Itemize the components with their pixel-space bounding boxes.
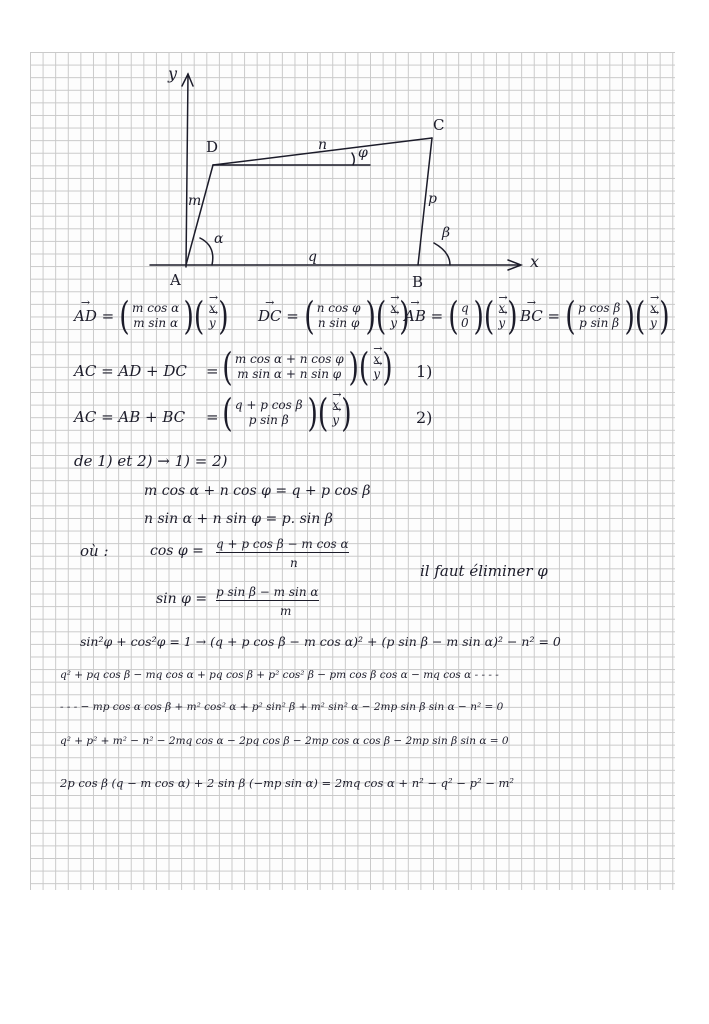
vector-bc: → BC = ( p cos β p sin β )( → x → y ) xyxy=(520,297,672,335)
unit-x: → x xyxy=(498,301,505,316)
unit-y: → y xyxy=(498,316,505,331)
vector-dc-bottom: n sin φ xyxy=(317,316,360,330)
sin-phi-numerator: p sin β − m sin α xyxy=(216,585,319,599)
unit-y: → y xyxy=(209,316,216,331)
angle-beta-arc xyxy=(434,243,450,265)
angle-phi-arc xyxy=(352,153,354,165)
vector-ab: → AB = ( q 0 )( → x → y ) xyxy=(404,297,520,335)
side-label-n: n xyxy=(318,137,328,153)
equation-ac2-matrix: ( q + p cos β p sin β )( → x → y ) xyxy=(220,394,354,432)
angle-label-beta: β xyxy=(442,225,451,241)
vector-ad-bottom: m sin α xyxy=(133,316,179,330)
vector-ad-top: m cos α xyxy=(132,301,180,315)
axis-label-x: x xyxy=(530,252,540,271)
axis-label-y: y xyxy=(168,64,178,83)
unit-x: → x xyxy=(209,301,216,316)
line-expansion-1: q² + pq cos β − mq cos α + pq cos β + p² cos² β − pm cos β cos α − mq cos α - - - - xyxy=(60,669,499,681)
label-ou: où : xyxy=(80,542,109,560)
line-equation-a: m cos α + n cos φ = q + p cos β xyxy=(144,483,371,499)
side-label-q: q xyxy=(308,249,317,265)
sin-phi-lhs: sin φ = xyxy=(156,591,208,607)
unit-y: → y xyxy=(332,413,339,428)
vector-ab-name: → AB = xyxy=(404,307,443,325)
side-label-m: m xyxy=(188,193,202,209)
vector-dc: → DC = ( n cos φ n sin φ )( → x → y ) xyxy=(258,297,412,335)
line-expansion-3: q² + p² + m² − n² − 2mq cos α − 2pq cos β − 2mp cos α cos β − 2mp sin β sin α = 0 xyxy=(60,735,509,747)
unit-x: → x xyxy=(390,301,397,316)
vector-bc-bottom: p sin β xyxy=(579,316,620,330)
vector-dc-name: → DC = xyxy=(258,307,299,325)
equation-ac1-equals: = xyxy=(206,362,219,380)
y-axis xyxy=(186,74,188,267)
angle-alpha-arc xyxy=(200,238,213,265)
vector-ab-top: q xyxy=(461,301,469,315)
angle-label-phi: φ xyxy=(358,145,368,161)
side-ad xyxy=(186,165,213,265)
line-equation-b: n sin α + n sin φ = p. sin β xyxy=(144,511,333,527)
vector-dc-top: n cos φ xyxy=(316,301,361,315)
line-sin2-cos2: sin²φ + cos²φ = 1 → (q + p cos β − m cos α)² + (p sin β − m sin α)² − n² = 0 xyxy=(80,634,561,649)
point-label-a: A xyxy=(170,271,181,289)
unit-x: → x xyxy=(373,352,380,367)
line-de-1-et-2: de 1) et 2) → 1) = 2) xyxy=(74,452,228,470)
vector-ad-name: → AD = xyxy=(74,307,114,325)
unit-x: → x xyxy=(650,301,657,316)
line-expansion-2: - - - − mp cos α cos β + m² cos² α + p² sin² β + m² sin² α − 2mp sin β sin α − n² = 0 xyxy=(60,701,504,713)
equation-ac2-top: q + p cos β xyxy=(234,398,303,412)
sin-phi-denominator: m xyxy=(280,604,292,618)
equation-ac1-lhs: AC = AD + DC xyxy=(74,362,187,380)
equation-ac2-equals: = xyxy=(206,408,219,426)
point-label-b: B xyxy=(412,273,424,291)
angle-label-alpha: α xyxy=(214,231,224,247)
unit-y: → y xyxy=(373,367,380,382)
side-label-p: p xyxy=(428,191,437,207)
vector-bc-top: p cos β xyxy=(577,301,621,315)
equation-ac1-bottom: m sin α + n sin φ xyxy=(237,367,342,381)
equation-ac1-top: m cos α + n cos φ xyxy=(234,352,344,366)
unit-x: → x xyxy=(332,398,339,413)
grid-paper-sheet xyxy=(30,52,675,890)
equation-ac2-number: 2) xyxy=(416,408,433,427)
cos-phi-denominator: n xyxy=(290,556,298,570)
equation-ac2-lhs: AC = AB + BC xyxy=(74,408,186,426)
unit-y: → y xyxy=(390,316,397,331)
point-label-d: D xyxy=(206,138,219,156)
vector-ad: → AD = ( m cos α m sin α )( → x → y ) xyxy=(74,297,231,335)
cos-phi-numerator: q + p cos β − m cos α xyxy=(216,537,349,551)
vector-ab-bottom: 0 xyxy=(461,316,469,330)
vector-bc-name: → BC = xyxy=(520,307,560,325)
quadrilateral-diagram xyxy=(30,52,675,312)
equation-ac1-number: 1) xyxy=(416,362,433,381)
point-label-c: C xyxy=(433,116,445,134)
line-final-equation: 2p cos β (q − m cos α) + 2 sin β (−mp sin α) = 2mq cos α + n² − q² − p² − m² xyxy=(60,776,515,790)
cos-phi-lhs: cos φ = xyxy=(150,543,204,559)
note-eliminate-phi: il faut éliminer φ xyxy=(420,562,548,580)
equation-ac2-bottom: p sin β xyxy=(248,413,289,427)
unit-y: → y xyxy=(650,316,657,331)
equation-ac1-matrix: ( m cos α + n cos φ m sin α + n sin φ )( → x → y ) xyxy=(220,348,395,386)
